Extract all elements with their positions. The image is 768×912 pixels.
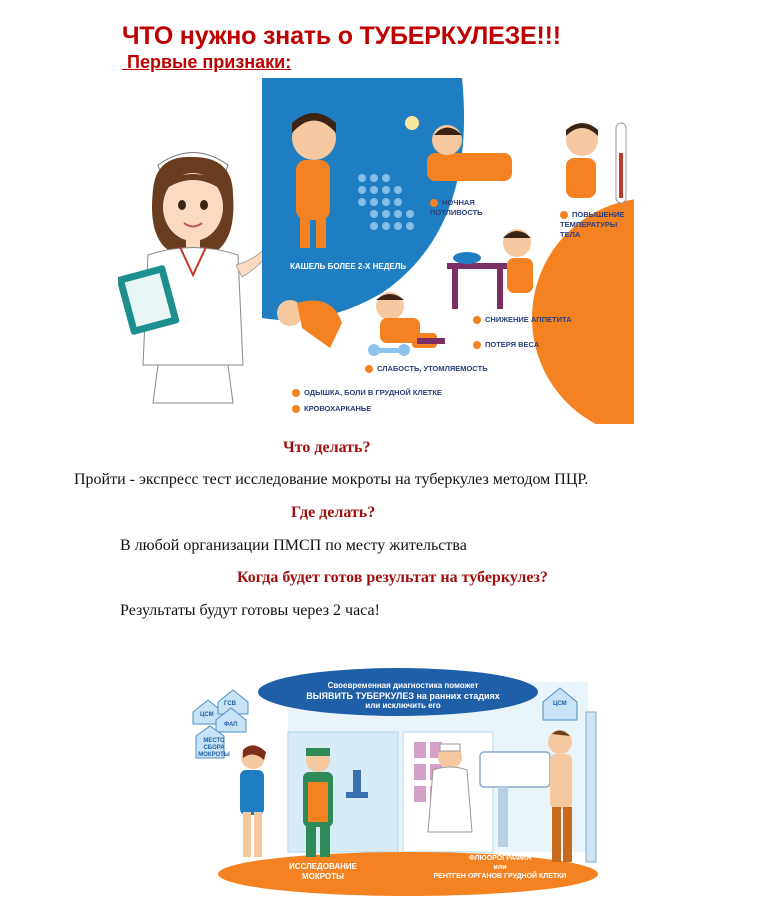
- house-label-csm-right: ЦСМ: [553, 701, 567, 707]
- house-label-csm-left: ЦСМ: [200, 712, 214, 718]
- bullet-icon: [292, 405, 300, 413]
- answer-what-to-do: Пройти - экспресс тест исследование мокроты на туберкулез методом ПЦР.: [74, 471, 589, 488]
- symptom-label-cough: КАШЕЛЬ БОЛЕЕ 2-Х НЕДЕЛЬ: [290, 262, 407, 271]
- house-label-fap: ФАП: [224, 722, 238, 728]
- symptom-label-dyspnea: ОДЫШКА, БОЛИ В ГРУДНОЙ КЛЕТКЕ: [292, 388, 442, 398]
- question-where: Где делать?: [291, 504, 376, 521]
- symptom-label-fatigue: СЛАБОСТЬ, УТОМЛЯЕМОСТЬ: [365, 364, 488, 374]
- label-sputum-test: ИССЛЕДОВАНИЕ МОКРОТЫ: [289, 862, 357, 881]
- question-what-to-do: Что делать?: [283, 439, 371, 456]
- question-when: Когда будет готов результат на туберкулез?: [237, 569, 548, 586]
- nurse-illustration: [118, 135, 268, 405]
- bullet-icon: [430, 199, 438, 207]
- label-xray: ФЛЮОРОГРАФИЯ или РЕНТГЕН ОРГАНОВ ГРУДНОЙ КЛЕТКИ: [433, 855, 567, 880]
- page-subtitle: Первые признаки:: [122, 52, 292, 72]
- symptom-label-night-sweats: НОЧНАЯ ПОТЛИВОСТЬ: [430, 198, 483, 217]
- symptom-label-hemoptysis: КРОВОХАРКАНЬЕ: [292, 404, 371, 414]
- house-label-gsv: ГСВ: [224, 701, 236, 707]
- house-caption: МЕСТО СБОРА МОКРОТЫ: [198, 738, 230, 758]
- answer-where: В любой организации ПМСП по месту жительства: [120, 537, 467, 554]
- answer-when: Результаты будут готовы через 2 часа!: [120, 602, 380, 619]
- symptom-label-weight-loss: ПОТЕРЯ ВЕСА: [473, 340, 539, 350]
- bullet-icon: [365, 365, 373, 373]
- diagnostics-banner: Своевременная диагностика поможет ВЫЯВИТЬ ТУБЕРКУЛЕЗ на ранних стадиях или исключить его: [306, 681, 500, 710]
- bullet-icon: [560, 211, 568, 219]
- symptom-label-appetite: СНИЖЕНИЕ АППЕТИТА: [473, 315, 572, 325]
- bullet-icon: [473, 341, 481, 349]
- bullet-icon: [292, 389, 300, 397]
- page-title: ЧТО нужно знать о ТУБЕРКУЛЕЗЕ!!!: [122, 22, 561, 50]
- symptom-label-fever: ПОВЫШЕНИЕ ТЕМПЕРАТУРЫ ТЕЛА: [560, 210, 625, 239]
- bullet-icon: [473, 316, 481, 324]
